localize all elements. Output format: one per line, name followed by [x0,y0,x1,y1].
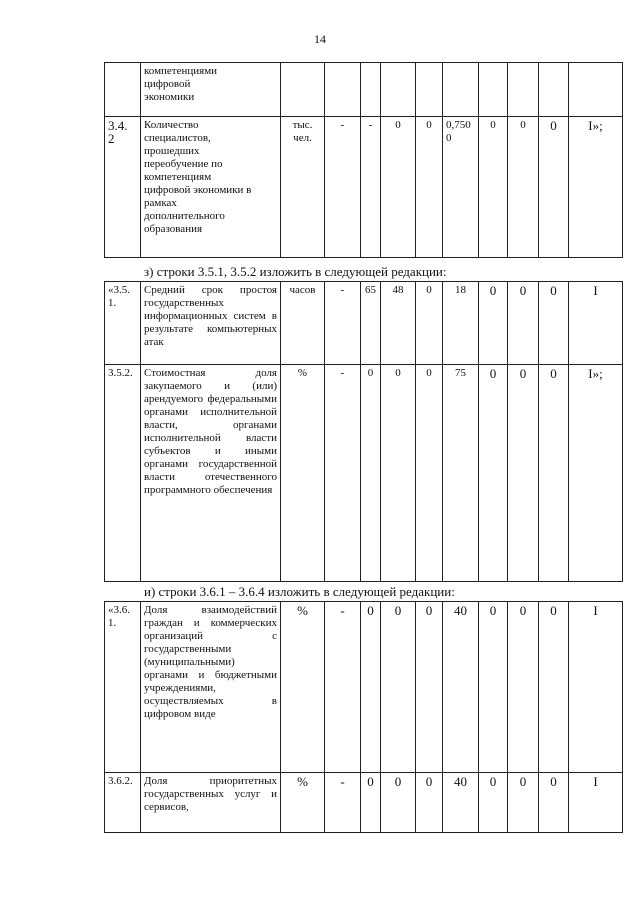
cell-value: 40 [443,602,479,773]
cell-value: 0 [508,773,539,833]
cell-indicator-name: Доля взаимодействий граждан и коммерческих организаций с государственными (муниципальными) органами и бюджетными учреждениями, осуществляемых в цифровом виде [141,602,281,773]
cell-value: 0 [508,117,539,258]
cell-value: I»; [569,365,623,582]
cell-value: - [361,117,381,258]
cell-value: 0 [508,365,539,582]
cell-value: 0 [479,117,508,258]
cell-num: «3.5. 1. [105,282,141,365]
cell-value: 0 [416,365,443,582]
cell-indicator-name: компетенциями цифровой экономики [141,63,281,117]
cell-num: 3.4. 2 [105,117,141,258]
cell-num: 3.5.2. [105,365,141,582]
cell-value: I»; [569,117,623,258]
cell-value: 0 [508,282,539,365]
cell-value: 0 [539,117,569,258]
cell-value: 40 [443,773,479,833]
table-row [105,63,623,117]
cell-num [105,63,141,117]
cell-value: I [569,773,623,833]
cell-value: - [325,365,361,582]
table-row [105,773,623,833]
table-row [105,117,623,258]
table-row [105,365,623,582]
cell-value: 0 [381,365,416,582]
indicators-table-b [104,281,623,582]
cell-num: «3.6. 1. [105,602,141,773]
cell-value: 0 [416,117,443,258]
cell-value: - [325,773,361,833]
cell-indicator-name: Стоимостная доля закупаемого и (или) арендуемого федеральными органами исполнительной власти, органами исполнительной власти субъектов и иными органами государственной власти отечественного программного обеспечения [141,365,281,582]
cell-value: 0 [539,282,569,365]
cell-value: 18 [443,282,479,365]
indicators-table-a [104,62,623,258]
cell-value: 0 [539,773,569,833]
cell-unit: % [281,602,325,773]
cell-num: 3.6.2. [105,773,141,833]
indicators-table-c [104,601,623,833]
cell-value: 0 [416,602,443,773]
cell-value: 48 [381,282,416,365]
cell-unit: % [281,365,325,582]
cell-value: 0 [361,602,381,773]
cell-value: 0 [381,117,416,258]
amendment-note-z: з) строки 3.5.1, 3.5.2 изложить в следующей редакции: [144,264,447,279]
table-row [105,282,623,365]
cell-value: 0 [539,602,569,773]
page-number: 14 [314,32,326,46]
cell-value: 0 [479,602,508,773]
cell-value: 0 [479,282,508,365]
cell-value: - [325,117,361,258]
cell-value: 0 [361,365,381,582]
cell-value: 0 [361,773,381,833]
cell-value: 0 [479,365,508,582]
cell-value: I [569,282,623,365]
cell-indicator-name: Количество специалистов, прошедших переобучение по компетенциям цифровой экономики в рамках дополнительного образования [141,117,281,258]
cell-value: 0 [508,602,539,773]
cell-value: 0 [416,773,443,833]
cell-unit: тыс. чел. [281,117,325,258]
cell-value: I [569,602,623,773]
cell-value: - [325,602,361,773]
cell-value: 65 [361,282,381,365]
cell-value: - [325,282,361,365]
cell-value: 0 [539,365,569,582]
cell-value: 0 [381,602,416,773]
table-row [105,602,623,773]
cell-value: 0,750 0 [443,117,479,258]
cell-value: 0 [416,282,443,365]
amendment-note-i: и) строки 3.6.1 – 3.6.4 изложить в следующей редакции: [144,584,455,599]
cell-indicator-name: Доля приоритетных государственных услуг и сервисов, [141,773,281,833]
cell-value: 0 [381,773,416,833]
cell-indicator-name: Средний срок простоя государственных информационных систем в результате компьютерных атак [141,282,281,365]
cell-unit: % [281,773,325,833]
cell-unit: часов [281,282,325,365]
cell-value: 75 [443,365,479,582]
cell-value: 0 [479,773,508,833]
